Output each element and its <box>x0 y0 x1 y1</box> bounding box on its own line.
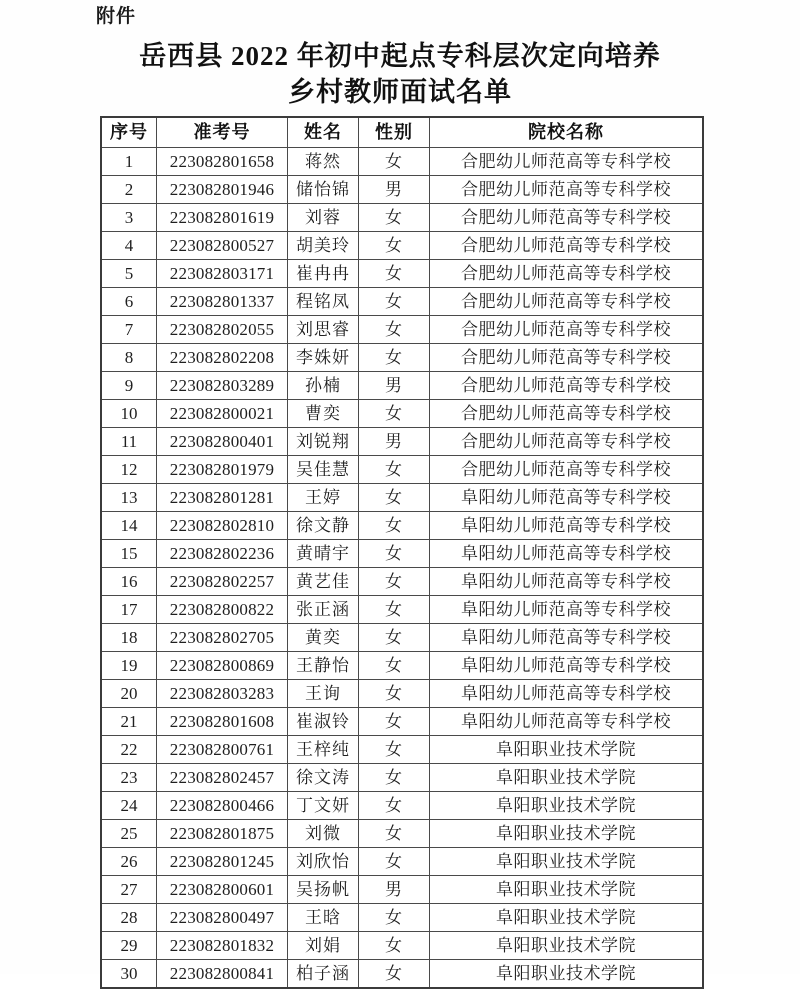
cell-exam-no: 223082802705 <box>157 624 288 652</box>
column-header-school: 院校名称 <box>430 117 704 148</box>
cell-seq: 14 <box>101 512 157 540</box>
table-row <box>101 512 703 540</box>
cell-exam-no: 223082803171 <box>157 260 288 288</box>
cell-exam-no: 223082801619 <box>157 204 288 232</box>
table-row <box>101 540 703 568</box>
table-row <box>101 288 703 316</box>
table-row <box>101 176 703 204</box>
cell-sex: 女 <box>359 736 430 764</box>
cell-exam-no: 223082802257 <box>157 568 288 596</box>
cell-seq: 5 <box>101 260 157 288</box>
cell-sex: 女 <box>359 764 430 792</box>
cell-exam-no: 223082801245 <box>157 848 288 876</box>
cell-sex: 男 <box>359 372 430 400</box>
cell-exam-no: 223082801875 <box>157 820 288 848</box>
cell-name: 刘娟 <box>288 932 359 960</box>
cell-exam-no: 223082802457 <box>157 764 288 792</box>
cell-exam-no: 223082800822 <box>157 596 288 624</box>
cell-sex: 女 <box>359 456 430 484</box>
cell-sex: 女 <box>359 400 430 428</box>
cell-name: 徐文涛 <box>288 764 359 792</box>
cell-seq: 9 <box>101 372 157 400</box>
cell-seq: 8 <box>101 344 157 372</box>
cell-name: 胡美玲 <box>288 232 359 260</box>
cell-exam-no: 223082800601 <box>157 876 288 904</box>
cell-school: 阜阳幼儿师范高等专科学校 <box>430 540 704 568</box>
cell-school: 合肥幼儿师范高等专科学校 <box>430 288 704 316</box>
cell-seq: 26 <box>101 848 157 876</box>
cell-name: 王婷 <box>288 484 359 512</box>
cell-exam-no: 223082800841 <box>157 960 288 989</box>
cell-sex: 男 <box>359 876 430 904</box>
cell-school: 阜阳幼儿师范高等专科学校 <box>430 652 704 680</box>
cell-exam-no: 223082801979 <box>157 456 288 484</box>
cell-exam-no: 223082802208 <box>157 344 288 372</box>
cell-school: 阜阳职业技术学院 <box>430 792 704 820</box>
cell-exam-no: 223082801281 <box>157 484 288 512</box>
table-header <box>101 117 703 148</box>
cell-name: 曹奕 <box>288 400 359 428</box>
cell-school: 合肥幼儿师范高等专科学校 <box>430 204 704 232</box>
cell-seq: 3 <box>101 204 157 232</box>
table-row <box>101 680 703 708</box>
table-row <box>101 652 703 680</box>
page-title <box>100 38 700 110</box>
cell-school: 阜阳幼儿师范高等专科学校 <box>430 680 704 708</box>
cell-name: 刘蓉 <box>288 204 359 232</box>
cell-exam-no: 223082801337 <box>157 288 288 316</box>
cell-school: 合肥幼儿师范高等专科学校 <box>430 316 704 344</box>
cell-sex: 女 <box>359 512 430 540</box>
cell-exam-no: 223082801832 <box>157 932 288 960</box>
cell-sex: 女 <box>359 708 430 736</box>
table-row <box>101 792 703 820</box>
table-row <box>101 260 703 288</box>
cell-seq: 12 <box>101 456 157 484</box>
cell-school: 阜阳幼儿师范高等专科学校 <box>430 484 704 512</box>
cell-exam-no: 223082802810 <box>157 512 288 540</box>
cell-name: 崔淑铃 <box>288 708 359 736</box>
cell-exam-no: 223082801608 <box>157 708 288 736</box>
cell-seq: 4 <box>101 232 157 260</box>
cell-seq: 21 <box>101 708 157 736</box>
cell-name: 吴扬帆 <box>288 876 359 904</box>
cell-sex: 女 <box>359 148 430 176</box>
table-row <box>101 596 703 624</box>
cell-seq: 30 <box>101 960 157 989</box>
cell-seq: 16 <box>101 568 157 596</box>
cell-school: 阜阳职业技术学院 <box>430 960 704 989</box>
cell-sex: 女 <box>359 232 430 260</box>
table-header-row <box>101 117 703 148</box>
cell-sex: 女 <box>359 792 430 820</box>
cell-school: 阜阳幼儿师范高等专科学校 <box>430 624 704 652</box>
cell-seq: 24 <box>101 792 157 820</box>
cell-name: 储怡锦 <box>288 176 359 204</box>
cell-exam-no: 223082801946 <box>157 176 288 204</box>
cell-name: 刘欣怡 <box>288 848 359 876</box>
cell-seq: 17 <box>101 596 157 624</box>
cell-school: 合肥幼儿师范高等专科学校 <box>430 176 704 204</box>
column-header-name: 姓名 <box>288 117 359 148</box>
cell-seq: 10 <box>101 400 157 428</box>
cell-seq: 22 <box>101 736 157 764</box>
cell-school: 合肥幼儿师范高等专科学校 <box>430 232 704 260</box>
table-row <box>101 708 703 736</box>
cell-name: 黄奕 <box>288 624 359 652</box>
cell-sex: 女 <box>359 624 430 652</box>
cell-name: 王梓纯 <box>288 736 359 764</box>
cell-seq: 18 <box>101 624 157 652</box>
table-row <box>101 484 703 512</box>
column-header-sex: 性别 <box>359 117 430 148</box>
cell-seq: 28 <box>101 904 157 932</box>
cell-seq: 19 <box>101 652 157 680</box>
cell-sex: 男 <box>359 176 430 204</box>
cell-exam-no: 223082800527 <box>157 232 288 260</box>
cell-name: 崔冉冉 <box>288 260 359 288</box>
cell-name: 柏子涵 <box>288 960 359 989</box>
cell-name: 吴佳慧 <box>288 456 359 484</box>
page-title-line-1: 岳西县 2022 年初中起点专科层次定向培养 <box>139 41 661 71</box>
cell-sex: 女 <box>359 652 430 680</box>
cell-name: 张正涵 <box>288 596 359 624</box>
cell-seq: 2 <box>101 176 157 204</box>
cell-school: 阜阳幼儿师范高等专科学校 <box>430 512 704 540</box>
cell-sex: 女 <box>359 904 430 932</box>
cell-school: 合肥幼儿师范高等专科学校 <box>430 456 704 484</box>
cell-sex: 女 <box>359 316 430 344</box>
cell-exam-no: 223082800869 <box>157 652 288 680</box>
table-row <box>101 372 703 400</box>
cell-name: 王晗 <box>288 904 359 932</box>
cell-seq: 6 <box>101 288 157 316</box>
table-row <box>101 876 703 904</box>
cell-school: 合肥幼儿师范高等专科学校 <box>430 372 704 400</box>
cell-sex: 女 <box>359 568 430 596</box>
cell-seq: 1 <box>101 148 157 176</box>
cell-school: 合肥幼儿师范高等专科学校 <box>430 260 704 288</box>
table-row <box>101 400 703 428</box>
cell-exam-no: 223082802055 <box>157 316 288 344</box>
cell-name: 黄艺佳 <box>288 568 359 596</box>
cell-name: 王静怡 <box>288 652 359 680</box>
cell-school: 阜阳职业技术学院 <box>430 764 704 792</box>
column-header-exam-no: 准考号 <box>157 117 288 148</box>
cell-school: 阜阳职业技术学院 <box>430 932 704 960</box>
cell-sex: 女 <box>359 260 430 288</box>
cell-exam-no: 223082803283 <box>157 680 288 708</box>
cell-school: 合肥幼儿师范高等专科学校 <box>430 344 704 372</box>
table-row <box>101 148 703 176</box>
table-row <box>101 204 703 232</box>
table-row <box>101 344 703 372</box>
cell-seq: 15 <box>101 540 157 568</box>
cell-name: 蒋然 <box>288 148 359 176</box>
cell-name: 黄晴宇 <box>288 540 359 568</box>
cell-sex: 女 <box>359 932 430 960</box>
table-row <box>101 932 703 960</box>
cell-sex: 女 <box>359 204 430 232</box>
table-row <box>101 316 703 344</box>
cell-sex: 女 <box>359 344 430 372</box>
cell-seq: 27 <box>101 876 157 904</box>
cell-seq: 20 <box>101 680 157 708</box>
column-header-seq: 序号 <box>101 117 157 148</box>
cell-name: 丁文妍 <box>288 792 359 820</box>
table-row <box>101 428 703 456</box>
table-row <box>101 736 703 764</box>
cell-name: 刘微 <box>288 820 359 848</box>
cell-exam-no: 223082800497 <box>157 904 288 932</box>
table-row <box>101 848 703 876</box>
cell-sex: 女 <box>359 848 430 876</box>
cell-school: 阜阳职业技术学院 <box>430 736 704 764</box>
cell-name: 徐文静 <box>288 512 359 540</box>
cell-sex: 女 <box>359 540 430 568</box>
cell-sex: 女 <box>359 596 430 624</box>
cell-school: 合肥幼儿师范高等专科学校 <box>430 428 704 456</box>
table-row <box>101 764 703 792</box>
cell-school: 阜阳职业技术学院 <box>430 876 704 904</box>
cell-exam-no: 223082800401 <box>157 428 288 456</box>
cell-school: 阜阳幼儿师范高等专科学校 <box>430 596 704 624</box>
table-row <box>101 568 703 596</box>
roster-table-container <box>100 116 696 989</box>
table-row <box>101 624 703 652</box>
cell-sex: 女 <box>359 820 430 848</box>
cell-school: 阜阳职业技术学院 <box>430 820 704 848</box>
table-row <box>101 232 703 260</box>
cell-exam-no: 223082801658 <box>157 148 288 176</box>
cell-exam-no: 223082800761 <box>157 736 288 764</box>
cell-name: 王询 <box>288 680 359 708</box>
cell-seq: 7 <box>101 316 157 344</box>
table-row <box>101 820 703 848</box>
cell-name: 刘思睿 <box>288 316 359 344</box>
cell-sex: 女 <box>359 484 430 512</box>
cell-exam-no: 223082800021 <box>157 400 288 428</box>
cell-school: 阜阳职业技术学院 <box>430 904 704 932</box>
cell-seq: 25 <box>101 820 157 848</box>
cell-school: 合肥幼儿师范高等专科学校 <box>430 400 704 428</box>
cell-exam-no: 223082800466 <box>157 792 288 820</box>
cell-name: 孙楠 <box>288 372 359 400</box>
cell-sex: 女 <box>359 680 430 708</box>
cell-seq: 23 <box>101 764 157 792</box>
cell-school: 合肥幼儿师范高等专科学校 <box>430 148 704 176</box>
cell-sex: 男 <box>359 428 430 456</box>
cell-seq: 13 <box>101 484 157 512</box>
cell-school: 阜阳幼儿师范高等专科学校 <box>430 708 704 736</box>
cell-school: 阜阳职业技术学院 <box>430 848 704 876</box>
cell-name: 刘锐翔 <box>288 428 359 456</box>
cell-school: 阜阳幼儿师范高等专科学校 <box>430 568 704 596</box>
cell-seq: 29 <box>101 932 157 960</box>
cell-seq: 11 <box>101 428 157 456</box>
cell-name: 程铭凤 <box>288 288 359 316</box>
roster-table <box>100 116 704 989</box>
cell-sex: 女 <box>359 960 430 989</box>
cell-exam-no: 223082802236 <box>157 540 288 568</box>
cell-sex: 女 <box>359 288 430 316</box>
cell-exam-no: 223082803289 <box>157 372 288 400</box>
table-body <box>101 148 703 989</box>
attachment-label: 附件 <box>96 6 137 27</box>
cell-name: 李姝妍 <box>288 344 359 372</box>
table-row <box>101 456 703 484</box>
page-title-line-2: 乡村教师面试名单 <box>288 77 512 107</box>
table-row <box>101 904 703 932</box>
